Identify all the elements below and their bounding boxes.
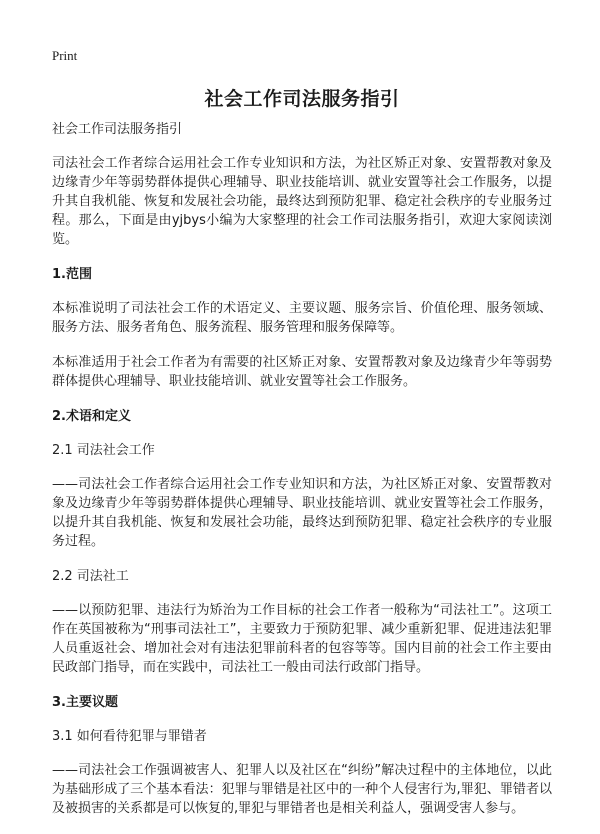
page-title: 社会工作司法服务指引 <box>204 88 400 110</box>
terms-paragraph-1: ——司法社会工作者综合运用社会工作专业知识和方法，为社区矫正对象、安置帮教对象及边缘青少年等弱势群体提供心理辅导、职业技能培训、就业安置等社会工作服务，以提升其自我机能、恢复和发展社会功能，最终达到预防犯罪、稳定社会秩序的专业服务过程。 <box>52 477 552 549</box>
scope-paragraph-1: 本标准说明了司法社会工作的术语定义、主要议题、服务宗旨、价值伦理、服务领域、服务方法、服务者角色、服务流程、服务管理和服务保障等。 <box>52 301 552 335</box>
scope-paragraph-2: 本标准适用于社会工作者为有需要的社区矫正对象、安置帮教对象及边缘青少年等弱势群体提供心理辅导、职业技能培训、就业安置等社会工作服务。 <box>52 355 552 389</box>
subheading-crime-view: 3.1 如何看待犯罪与罪错者 <box>52 729 207 744</box>
subheading-judicial-social-work: 2.1 司法社会工作 <box>52 443 155 458</box>
terms-paragraph-2: ——以预防犯罪、违法行为矫治为工作目标的社会工作者一般称为“司法社工”。这项工作在英国被称为“刑事司法社工”，主要致力于预防犯罪、减少重新犯罪、促进违法犯罪人员重返社会、增加社会对有违法犯罪前科者的包容等等。国内目前的社会工作主要由民政部门指导，而在实践中，司法社工一般由司法行政部门指导。 <box>52 603 552 675</box>
article-body <box>52 120 552 834</box>
article-subtitle: 社会工作司法服务指引 <box>52 122 183 137</box>
section-heading-issues: 3.主要议题 <box>52 695 118 710</box>
issues-paragraph-1: ——司法社会工作强调被害人、犯罪人以及社区在“纠纷”解决过程中的主体地位，以此为基础形成了三个基本看法：犯罪与罪错是社区中的一种个人侵害行为,罪犯、罪错者以及被损害的关系都是可以恢复的,罪犯与罪错者也是相关利益人，强调受害人参与。 <box>52 763 552 816</box>
intro-paragraph: 司法社会工作者综合运用社会工作专业知识和方法，为社区矫正对象、安置帮教对象及边缘青少年等弱势群体提供心理辅导、职业技能培训、就业安置等社会工作服务，以提升其自我机能、恢复和发展社会功能，最终达到预防犯罪、稳定社会秩序的专业服务过程。那么，下面是由yjbys小编为大家整理的社会工作司法服务指引，欢迎大家阅读浏览。 <box>52 156 552 247</box>
section-heading-scope: 1.范围 <box>52 267 92 282</box>
subheading-judicial-social-worker: 2.2 司法社工 <box>52 569 129 584</box>
section-heading-terms: 2.术语和定义 <box>52 409 131 424</box>
print-link[interactable]: Print <box>52 48 78 63</box>
